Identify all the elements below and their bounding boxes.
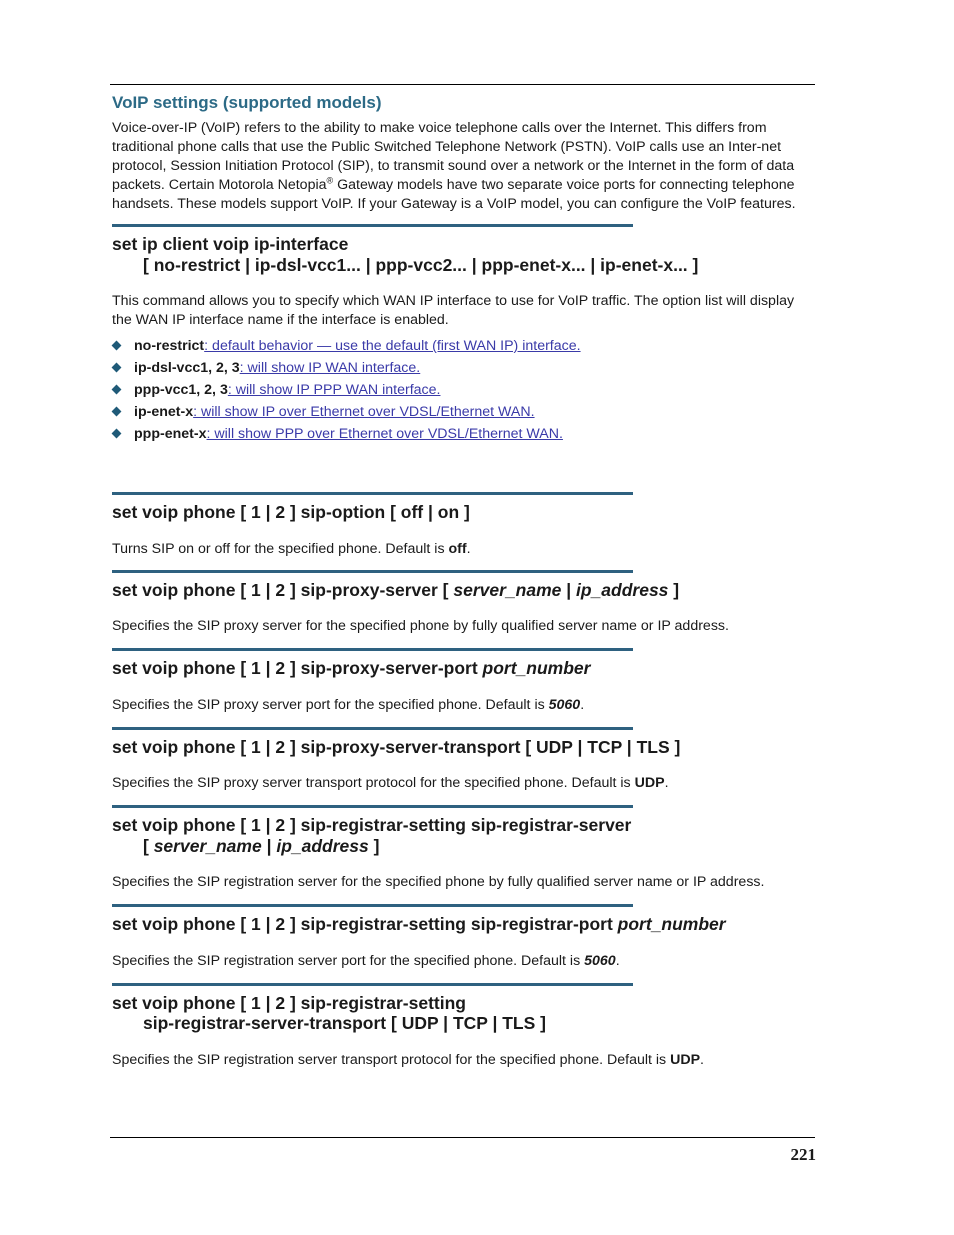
command-description: [112, 774, 815, 793]
command-title: [112, 580, 815, 601]
list-item: [112, 423, 815, 445]
list-item: [112, 379, 815, 401]
option-link[interactable]: : will show IP over Ethernet over VDSL/Ethernet WAN.: [193, 404, 535, 420]
description-text: Specifies the SIP registration server transport protocol for the specified phone. Default is: [112, 1051, 671, 1068]
command-description: [112, 952, 815, 971]
title-separator: |: [561, 579, 576, 600]
description-suffix: .: [466, 540, 471, 557]
command-sip-option: [112, 492, 815, 559]
command-title-line2: [112, 836, 379, 856]
title-param: ip_address: [576, 579, 669, 600]
list-item: [112, 335, 815, 357]
list-item: [112, 401, 815, 423]
command-title: [112, 914, 815, 935]
default-value: off: [448, 540, 467, 557]
title-text: set voip phone [ 1 | 2 ] sip-proxy-server [: [112, 579, 454, 600]
description-suffix: .: [615, 952, 620, 969]
option-list: [112, 335, 815, 445]
registered-mark: ®: [326, 175, 334, 186]
command-title: [112, 993, 815, 1034]
title-text: set voip phone [ 1 | 2 ] sip-proxy-server-port: [112, 658, 483, 678]
description-text: Specifies the SIP registration server port for the specified phone. Default is: [112, 952, 585, 969]
command-title: set voip phone [ 1 | 2 ] sip-proxy-server-transport [ UDP | TCP | TLS ]: [112, 736, 681, 757]
title-param: port_number: [617, 914, 726, 934]
option-link[interactable]: : will show PPP over Ethernet over VDSL/Ethernet WAN.: [206, 426, 563, 442]
command-sip-proxy-server: [112, 570, 815, 637]
command-description: [112, 540, 815, 559]
command-title: [112, 815, 815, 856]
command-title-line1: set ip client voip ip-interface: [112, 234, 349, 254]
title-param: server_name: [453, 579, 562, 600]
option-name: ppp-vcc1, 2, 3: [134, 382, 228, 398]
diamond-bullet-icon: [112, 363, 122, 373]
page-number: 221: [790, 1145, 816, 1164]
default-value: UDP: [634, 775, 665, 791]
title-text: set voip phone [ 1 | 2 ] sip-registrar-setting sip-registrar-port: [112, 914, 618, 934]
option-name: no-restrict: [134, 338, 205, 354]
title-param: server_name: [153, 835, 262, 856]
diamond-bullet-icon: [112, 385, 122, 395]
description-text: Specifies the SIP proxy server transport protocol for the specified phone. Default is: [112, 775, 635, 791]
command-sip-proxy-server-port: [112, 648, 815, 715]
default-value: UDP: [670, 1051, 701, 1068]
option-name: ip-dsl-vcc1, 2, 3: [134, 360, 240, 376]
title-param: port_number: [482, 658, 591, 678]
section-intro: [112, 119, 815, 214]
command-sip-registrar-port: [112, 904, 815, 971]
command-description: [112, 696, 815, 715]
option-link[interactable]: : will show IP WAN interface.: [239, 360, 421, 376]
option-name: ip-enet-x: [134, 404, 194, 420]
header-rule: [110, 84, 815, 85]
footer-rule: [110, 1137, 815, 1138]
command-title: [112, 234, 815, 275]
command-title-line2: [ no-restrict | ip-dsl-vcc1... | ppp-vcc2... | ppp-enet-x... | ip-enet-x... ]: [143, 254, 699, 275]
description-suffix: .: [580, 696, 585, 713]
command-sip-proxy-server-transport: [112, 727, 815, 794]
command-description: Specifies the SIP registration server for the specified phone by fully qualified server name or IP address.: [112, 874, 765, 890]
section-title: VoIP settings (supported models): [112, 93, 382, 112]
command-title-line1: set voip phone [ 1 | 2 ] sip-registrar-setting sip-registrar-server: [112, 815, 632, 835]
title-param: ip_address: [276, 835, 369, 856]
command-sip-registrar-server: [112, 805, 815, 892]
command-sip-registrar-transport: [112, 983, 815, 1070]
default-value: 5060: [548, 696, 581, 713]
page-content: [112, 93, 815, 1070]
command-title-line1: set voip phone [ 1 | 2 ] sip-registrar-setting: [112, 992, 466, 1013]
command-description: Specifies the SIP proxy server for the specified phone by fully qualified server name or IP address.: [112, 618, 729, 634]
command-description: This command allows you to specify which WAN IP interface to use for VoIP traffic. The option list will display the WAN IP interface name if the interface is enabled.: [112, 293, 795, 328]
title-suffix: ]: [668, 579, 680, 600]
title-text: [: [143, 835, 154, 856]
description-text: Turns SIP on or off for the specified phone. Default is: [112, 540, 449, 557]
option-link[interactable]: : default behavior — use the default (first WAN IP) interface.: [204, 338, 581, 354]
command-ip-interface: [112, 224, 815, 445]
description-suffix: .: [700, 1051, 704, 1068]
command-title-line2: sip-registrar-server-transport [ UDP | TCP | TLS ]: [143, 1013, 546, 1033]
diamond-bullet-icon: [112, 341, 122, 351]
diamond-bullet-icon: [112, 407, 122, 417]
command-title: set voip phone [ 1 | 2 ] sip-option [ off | on ]: [112, 502, 470, 522]
title-suffix: ]: [368, 835, 380, 856]
description-text: Specifies the SIP proxy server port for the specified phone. Default is: [112, 696, 549, 713]
intro-text-continued: Gateway models have two separate voice ports for connecting telephone handsets. These models support VoIP. If your Gateway is a VoIP model, you can configure the VoIP features.: [112, 177, 796, 212]
default-value: 5060: [584, 952, 616, 969]
title-separator: |: [261, 835, 277, 856]
option-link[interactable]: : will show IP PPP WAN interface.: [227, 382, 441, 398]
diamond-bullet-icon: [112, 429, 122, 439]
command-title: [112, 658, 815, 679]
description-suffix: .: [664, 775, 669, 791]
command-description: [112, 1051, 815, 1070]
list-item: [112, 357, 815, 379]
intro-text: Voice-over-IP (VoIP) refers to the ability to make voice telephone calls over the Internet. This differs from traditional phone calls that use the Public Switched Telephone Network (PSTN). VoIP calls use an Inter-net protocol, Session Initiation Protocol (SIP), to transmit sound over a network or the Internet in the form of data packets. Certain Motorola Netopia: [112, 120, 795, 193]
option-name: ppp-enet-x: [134, 426, 207, 442]
